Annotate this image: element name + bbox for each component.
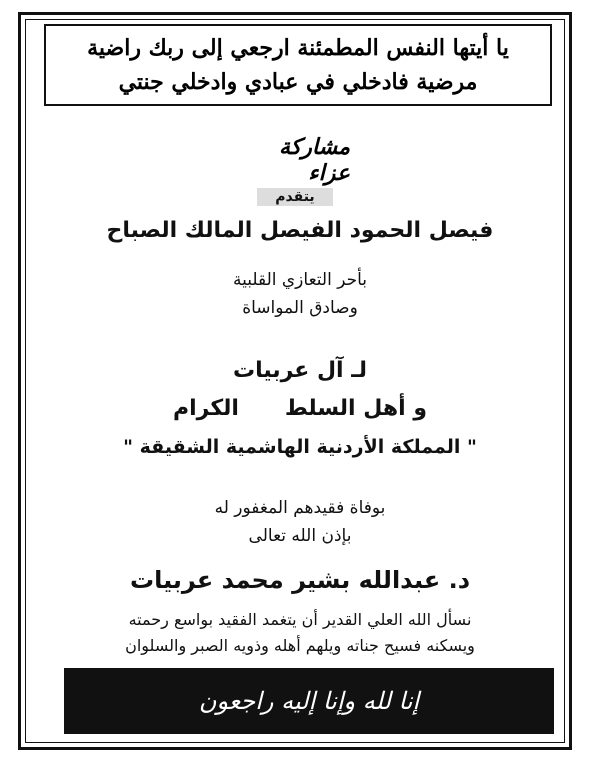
deceased-intro-2: بإذن الله تعالى: [248, 526, 352, 546]
sender-name: فيصل الحمود الفيصل المالك الصباح: [106, 218, 494, 243]
prayer-line-1: نسأل الله العلي القدير أن يتغمد الفقيد بواسع رحمته: [128, 610, 472, 629]
recipient-people: و أهل السلط الكرام: [172, 396, 428, 421]
condolence-line-2: وصادق المواساة: [242, 298, 358, 318]
logo-subtitle: يتقدم: [257, 188, 332, 206]
logo-title: مشاركة عزاء: [278, 134, 350, 186]
quran-verse: يا أيتها النفس المطمئنة ارجعي إلى ربك راضية مرضية فادخلي في عبادي وادخلي جنتي: [87, 35, 509, 95]
deceased-intro-1: بوفاة فقيدهم المغفور له: [214, 498, 386, 518]
condolence-logo: [240, 134, 350, 205]
deceased-name: د. عبدالله بشير محمد عربيات: [129, 566, 471, 594]
condolence-line-1: بأحر التعازي القلبية: [232, 270, 368, 290]
prayer-line-2: ويسكنه فسيح جناته ويلهم أهله وذويه الصبر والسلوان: [125, 636, 475, 655]
footer-verse: إنا لله وإنا إليه راجعون: [198, 687, 420, 715]
recipient-country: " المملكة الأردنية الهاشمية الشقيقة ": [123, 436, 477, 458]
footer-verse-banner: [64, 668, 554, 734]
quran-verse-banner: [44, 24, 552, 106]
recipient-family: لـ آل عربيات: [232, 358, 368, 383]
